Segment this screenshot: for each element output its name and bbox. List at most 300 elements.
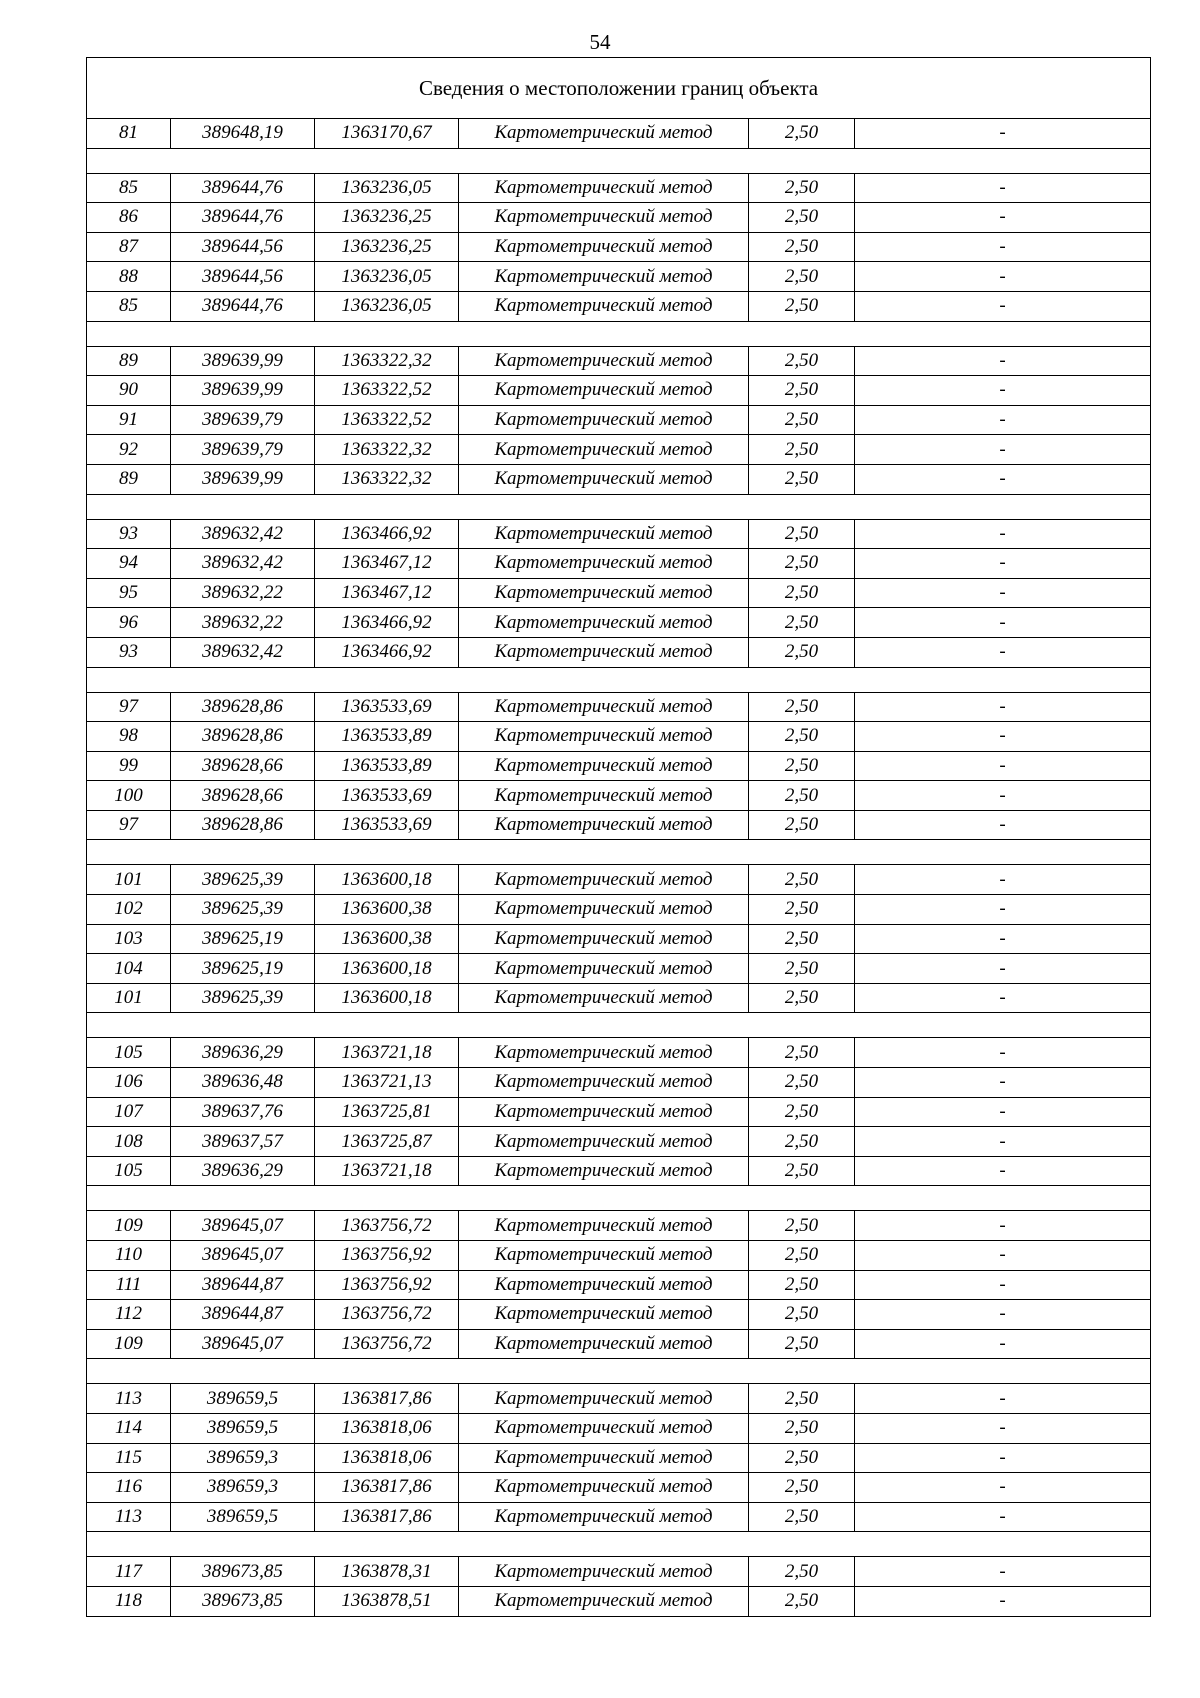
accuracy-cell: 2,50 [749, 692, 855, 722]
method-cell: Картометрический метод [459, 262, 749, 292]
accuracy-cell: 2,50 [749, 608, 855, 638]
y-coordinate-cell: 1363533,89 [315, 722, 459, 752]
description-cell: - [855, 1443, 1151, 1473]
x-coordinate-cell: 389673,85 [171, 1557, 315, 1587]
x-coordinate-cell: 389636,29 [171, 1156, 315, 1186]
method-cell: Картометрический метод [459, 435, 749, 465]
y-coordinate-cell: 1363818,06 [315, 1413, 459, 1443]
accuracy-cell: 2,50 [749, 435, 855, 465]
point-number-cell: 108 [87, 1127, 171, 1157]
accuracy-cell: 2,50 [749, 1300, 855, 1330]
table-row [87, 519, 1151, 549]
point-number-cell: 101 [87, 865, 171, 895]
x-coordinate-cell: 389632,22 [171, 578, 315, 608]
point-number-cell: 93 [87, 637, 171, 667]
accuracy-cell: 2,50 [749, 1586, 855, 1616]
x-coordinate-cell: 389628,66 [171, 781, 315, 811]
method-cell: Картометрический метод [459, 1557, 749, 1587]
y-coordinate-cell: 1363756,72 [315, 1211, 459, 1241]
point-number-cell: 92 [87, 435, 171, 465]
accuracy-cell: 2,50 [749, 1270, 855, 1300]
table-row [87, 1329, 1151, 1359]
description-cell: - [855, 1413, 1151, 1443]
contour-separator-row [87, 840, 1151, 865]
table-row [87, 435, 1151, 465]
y-coordinate-cell: 1363725,87 [315, 1127, 459, 1157]
table-row [87, 1241, 1151, 1271]
x-coordinate-cell: 389628,86 [171, 722, 315, 752]
accuracy-cell: 2,50 [749, 781, 855, 811]
boundary-coordinates-table [86, 57, 1151, 1617]
accuracy-cell: 2,50 [749, 291, 855, 321]
y-coordinate-cell: 1363725,81 [315, 1097, 459, 1127]
x-coordinate-cell: 389639,99 [171, 376, 315, 406]
table-row [87, 232, 1151, 262]
accuracy-cell: 2,50 [749, 1502, 855, 1532]
point-number-cell: 85 [87, 291, 171, 321]
description-cell: - [855, 1329, 1151, 1359]
description-cell: - [855, 983, 1151, 1013]
y-coordinate-cell: 1363322,52 [315, 405, 459, 435]
method-cell: Картометрический метод [459, 751, 749, 781]
x-coordinate-cell: 389659,3 [171, 1443, 315, 1473]
description-cell: - [855, 1038, 1151, 1068]
x-coordinate-cell: 389636,48 [171, 1068, 315, 1098]
description-cell: - [855, 637, 1151, 667]
y-coordinate-cell: 1363236,05 [315, 291, 459, 321]
point-number-cell: 99 [87, 751, 171, 781]
accuracy-cell: 2,50 [749, 1068, 855, 1098]
point-number-cell: 98 [87, 722, 171, 752]
table-row [87, 1473, 1151, 1503]
method-cell: Картометрический метод [459, 1586, 749, 1616]
separator-cell [87, 667, 1151, 692]
description-cell: - [855, 1270, 1151, 1300]
accuracy-cell: 2,50 [749, 578, 855, 608]
method-cell: Картометрический метод [459, 291, 749, 321]
method-cell: Картометрический метод [459, 203, 749, 233]
method-cell: Картометрический метод [459, 1329, 749, 1359]
table-title: Сведения о местоположении границ объекта [87, 58, 1151, 119]
description-cell: - [855, 895, 1151, 925]
separator-cell [87, 148, 1151, 173]
description-cell: - [855, 1502, 1151, 1532]
y-coordinate-cell: 1363170,67 [315, 119, 459, 149]
method-cell: Картометрический метод [459, 464, 749, 494]
accuracy-cell: 2,50 [749, 376, 855, 406]
point-number-cell: 81 [87, 119, 171, 149]
separator-cell [87, 1186, 1151, 1211]
x-coordinate-cell: 389644,56 [171, 232, 315, 262]
table-row [87, 751, 1151, 781]
y-coordinate-cell: 1363600,18 [315, 983, 459, 1013]
method-cell: Картометрический метод [459, 1384, 749, 1414]
contour-separator-row [87, 321, 1151, 346]
method-cell: Картометрический метод [459, 1502, 749, 1532]
description-cell: - [855, 924, 1151, 954]
method-cell: Картометрический метод [459, 1443, 749, 1473]
x-coordinate-cell: 389628,66 [171, 751, 315, 781]
y-coordinate-cell: 1363818,06 [315, 1443, 459, 1473]
point-number-cell: 88 [87, 262, 171, 292]
accuracy-cell: 2,50 [749, 924, 855, 954]
point-number-cell: 86 [87, 203, 171, 233]
method-cell: Картометрический метод [459, 1473, 749, 1503]
x-coordinate-cell: 389625,39 [171, 865, 315, 895]
table-row [87, 173, 1151, 203]
table-title-row [87, 58, 1151, 119]
accuracy-cell: 2,50 [749, 1413, 855, 1443]
y-coordinate-cell: 1363600,38 [315, 895, 459, 925]
y-coordinate-cell: 1363533,69 [315, 810, 459, 840]
description-cell: - [855, 1211, 1151, 1241]
table-row [87, 1068, 1151, 1098]
table-row [87, 1038, 1151, 1068]
method-cell: Картометрический метод [459, 232, 749, 262]
accuracy-cell: 2,50 [749, 810, 855, 840]
table-row [87, 405, 1151, 435]
contour-separator-row [87, 148, 1151, 173]
description-cell: - [855, 203, 1151, 233]
table-row [87, 895, 1151, 925]
y-coordinate-cell: 1363600,18 [315, 865, 459, 895]
x-coordinate-cell: 389644,87 [171, 1270, 315, 1300]
accuracy-cell: 2,50 [749, 203, 855, 233]
x-coordinate-cell: 389632,42 [171, 549, 315, 579]
y-coordinate-cell: 1363878,51 [315, 1586, 459, 1616]
x-coordinate-cell: 389659,5 [171, 1502, 315, 1532]
table-row [87, 1557, 1151, 1587]
table-row [87, 865, 1151, 895]
description-cell: - [855, 1473, 1151, 1503]
method-cell: Картометрический метод [459, 376, 749, 406]
method-cell: Картометрический метод [459, 637, 749, 667]
description-cell: - [855, 464, 1151, 494]
point-number-cell: 113 [87, 1384, 171, 1414]
method-cell: Картометрический метод [459, 865, 749, 895]
point-number-cell: 106 [87, 1068, 171, 1098]
description-cell: - [855, 119, 1151, 149]
description-cell: - [855, 435, 1151, 465]
table-row [87, 203, 1151, 233]
x-coordinate-cell: 389636,29 [171, 1038, 315, 1068]
method-cell: Картометрический метод [459, 405, 749, 435]
method-cell: Картометрический метод [459, 895, 749, 925]
table-row [87, 262, 1151, 292]
description-cell: - [855, 810, 1151, 840]
table-row [87, 810, 1151, 840]
y-coordinate-cell: 1363467,12 [315, 549, 459, 579]
accuracy-cell: 2,50 [749, 751, 855, 781]
y-coordinate-cell: 1363533,89 [315, 751, 459, 781]
method-cell: Картометрический метод [459, 1156, 749, 1186]
x-coordinate-cell: 389644,76 [171, 203, 315, 233]
accuracy-cell: 2,50 [749, 954, 855, 984]
description-cell: - [855, 1384, 1151, 1414]
table-row [87, 1211, 1151, 1241]
method-cell: Картометрический метод [459, 549, 749, 579]
accuracy-cell: 2,50 [749, 1384, 855, 1414]
y-coordinate-cell: 1363236,25 [315, 232, 459, 262]
accuracy-cell: 2,50 [749, 1097, 855, 1127]
page-number: 54 [589, 30, 611, 54]
x-coordinate-cell: 389625,39 [171, 983, 315, 1013]
method-cell: Картометрический метод [459, 722, 749, 752]
accuracy-cell: 2,50 [749, 895, 855, 925]
y-coordinate-cell: 1363878,31 [315, 1557, 459, 1587]
method-cell: Картометрический метод [459, 1270, 749, 1300]
description-cell: - [855, 722, 1151, 752]
contour-separator-row [87, 667, 1151, 692]
point-number-cell: 107 [87, 1097, 171, 1127]
point-number-cell: 103 [87, 924, 171, 954]
accuracy-cell: 2,50 [749, 1211, 855, 1241]
x-coordinate-cell: 389659,5 [171, 1384, 315, 1414]
table-row [87, 1097, 1151, 1127]
point-number-cell: 111 [87, 1270, 171, 1300]
description-cell: - [855, 346, 1151, 376]
y-coordinate-cell: 1363533,69 [315, 692, 459, 722]
point-number-cell: 116 [87, 1473, 171, 1503]
method-cell: Картометрический метод [459, 1413, 749, 1443]
description-cell: - [855, 692, 1151, 722]
x-coordinate-cell: 389637,57 [171, 1127, 315, 1157]
description-cell: - [855, 173, 1151, 203]
method-cell: Картометрический метод [459, 519, 749, 549]
table-body [87, 58, 1151, 1617]
point-number-cell: 87 [87, 232, 171, 262]
y-coordinate-cell: 1363721,18 [315, 1156, 459, 1186]
x-coordinate-cell: 389659,3 [171, 1473, 315, 1503]
x-coordinate-cell: 389632,42 [171, 519, 315, 549]
method-cell: Картометрический метод [459, 1300, 749, 1330]
method-cell: Картометрический метод [459, 1211, 749, 1241]
separator-cell [87, 840, 1151, 865]
description-cell: - [855, 865, 1151, 895]
contour-separator-row [87, 494, 1151, 519]
method-cell: Картометрический метод [459, 781, 749, 811]
x-coordinate-cell: 389637,76 [171, 1097, 315, 1127]
point-number-cell: 117 [87, 1557, 171, 1587]
x-coordinate-cell: 389628,86 [171, 810, 315, 840]
y-coordinate-cell: 1363236,05 [315, 262, 459, 292]
table-row [87, 291, 1151, 321]
y-coordinate-cell: 1363466,92 [315, 608, 459, 638]
method-cell: Картометрический метод [459, 810, 749, 840]
table-row [87, 781, 1151, 811]
point-number-cell: 89 [87, 464, 171, 494]
point-number-cell: 113 [87, 1502, 171, 1532]
y-coordinate-cell: 1363533,69 [315, 781, 459, 811]
separator-cell [87, 321, 1151, 346]
y-coordinate-cell: 1363467,12 [315, 578, 459, 608]
y-coordinate-cell: 1363756,92 [315, 1241, 459, 1271]
point-number-cell: 105 [87, 1038, 171, 1068]
x-coordinate-cell: 389645,07 [171, 1329, 315, 1359]
description-cell: - [855, 954, 1151, 984]
separator-cell [87, 1532, 1151, 1557]
method-cell: Картометрический метод [459, 173, 749, 203]
accuracy-cell: 2,50 [749, 983, 855, 1013]
description-cell: - [855, 781, 1151, 811]
x-coordinate-cell: 389659,5 [171, 1413, 315, 1443]
accuracy-cell: 2,50 [749, 1127, 855, 1157]
description-cell: - [855, 578, 1151, 608]
table-row [87, 1586, 1151, 1616]
description-cell: - [855, 1156, 1151, 1186]
method-cell: Картометрический метод [459, 924, 749, 954]
table-row [87, 464, 1151, 494]
table-row [87, 954, 1151, 984]
description-cell: - [855, 1068, 1151, 1098]
x-coordinate-cell: 389645,07 [171, 1211, 315, 1241]
method-cell: Картометрический метод [459, 1038, 749, 1068]
accuracy-cell: 2,50 [749, 1473, 855, 1503]
y-coordinate-cell: 1363322,32 [315, 346, 459, 376]
contour-separator-row [87, 1013, 1151, 1038]
table-row [87, 1443, 1151, 1473]
table-row [87, 1156, 1151, 1186]
y-coordinate-cell: 1363322,32 [315, 435, 459, 465]
y-coordinate-cell: 1363756,72 [315, 1329, 459, 1359]
x-coordinate-cell: 389644,56 [171, 262, 315, 292]
x-coordinate-cell: 389645,07 [171, 1241, 315, 1271]
table-row [87, 1270, 1151, 1300]
accuracy-cell: 2,50 [749, 119, 855, 149]
description-cell: - [855, 376, 1151, 406]
accuracy-cell: 2,50 [749, 173, 855, 203]
point-number-cell: 100 [87, 781, 171, 811]
point-number-cell: 112 [87, 1300, 171, 1330]
point-number-cell: 95 [87, 578, 171, 608]
y-coordinate-cell: 1363721,13 [315, 1068, 459, 1098]
method-cell: Картометрический метод [459, 1068, 749, 1098]
point-number-cell: 94 [87, 549, 171, 579]
point-number-cell: 101 [87, 983, 171, 1013]
accuracy-cell: 2,50 [749, 464, 855, 494]
accuracy-cell: 2,50 [749, 865, 855, 895]
point-number-cell: 114 [87, 1413, 171, 1443]
point-number-cell: 109 [87, 1211, 171, 1241]
method-cell: Картометрический метод [459, 608, 749, 638]
table-row [87, 692, 1151, 722]
table-row [87, 1300, 1151, 1330]
y-coordinate-cell: 1363236,25 [315, 203, 459, 233]
description-cell: - [855, 519, 1151, 549]
accuracy-cell: 2,50 [749, 1038, 855, 1068]
point-number-cell: 97 [87, 810, 171, 840]
description-cell: - [855, 1127, 1151, 1157]
method-cell: Картометрический метод [459, 119, 749, 149]
description-cell: - [855, 549, 1151, 579]
point-number-cell: 109 [87, 1329, 171, 1359]
x-coordinate-cell: 389639,79 [171, 405, 315, 435]
table-row [87, 1127, 1151, 1157]
method-cell: Картометрический метод [459, 578, 749, 608]
method-cell: Картометрический метод [459, 346, 749, 376]
y-coordinate-cell: 1363600,18 [315, 954, 459, 984]
table-row [87, 637, 1151, 667]
table-row [87, 376, 1151, 406]
accuracy-cell: 2,50 [749, 232, 855, 262]
description-cell: - [855, 405, 1151, 435]
point-number-cell: 97 [87, 692, 171, 722]
point-number-cell: 85 [87, 173, 171, 203]
accuracy-cell: 2,50 [749, 1557, 855, 1587]
x-coordinate-cell: 389639,79 [171, 435, 315, 465]
point-number-cell: 110 [87, 1241, 171, 1271]
method-cell: Картометрический метод [459, 1241, 749, 1271]
description-cell: - [855, 232, 1151, 262]
accuracy-cell: 2,50 [749, 722, 855, 752]
accuracy-cell: 2,50 [749, 1329, 855, 1359]
y-coordinate-cell: 1363322,32 [315, 464, 459, 494]
description-cell: - [855, 751, 1151, 781]
accuracy-cell: 2,50 [749, 262, 855, 292]
accuracy-cell: 2,50 [749, 1241, 855, 1271]
description-cell: - [855, 1557, 1151, 1587]
y-coordinate-cell: 1363466,92 [315, 637, 459, 667]
table-row [87, 983, 1151, 1013]
separator-cell [87, 1359, 1151, 1384]
point-number-cell: 102 [87, 895, 171, 925]
description-cell: - [855, 608, 1151, 638]
y-coordinate-cell: 1363322,52 [315, 376, 459, 406]
y-coordinate-cell: 1363756,92 [315, 1270, 459, 1300]
table-row [87, 608, 1151, 638]
point-number-cell: 91 [87, 405, 171, 435]
description-cell: - [855, 1097, 1151, 1127]
contour-separator-row [87, 1359, 1151, 1384]
description-cell: - [855, 291, 1151, 321]
x-coordinate-cell: 389639,99 [171, 346, 315, 376]
accuracy-cell: 2,50 [749, 637, 855, 667]
contour-separator-row [87, 1532, 1151, 1557]
table-row [87, 578, 1151, 608]
method-cell: Картометрический метод [459, 692, 749, 722]
point-number-cell: 118 [87, 1586, 171, 1616]
point-number-cell: 105 [87, 1156, 171, 1186]
table-row [87, 924, 1151, 954]
x-coordinate-cell: 389644,87 [171, 1300, 315, 1330]
point-number-cell: 90 [87, 376, 171, 406]
method-cell: Картометрический метод [459, 1097, 749, 1127]
x-coordinate-cell: 389639,99 [171, 464, 315, 494]
y-coordinate-cell: 1363466,92 [315, 519, 459, 549]
point-number-cell: 104 [87, 954, 171, 984]
point-number-cell: 115 [87, 1443, 171, 1473]
method-cell: Картометрический метод [459, 954, 749, 984]
method-cell: Картометрический метод [459, 983, 749, 1013]
table-row [87, 722, 1151, 752]
x-coordinate-cell: 389628,86 [171, 692, 315, 722]
point-number-cell: 89 [87, 346, 171, 376]
table-row [87, 1413, 1151, 1443]
x-coordinate-cell: 389648,19 [171, 119, 315, 149]
x-coordinate-cell: 389625,19 [171, 924, 315, 954]
accuracy-cell: 2,50 [749, 346, 855, 376]
table-row [87, 1384, 1151, 1414]
point-number-cell: 93 [87, 519, 171, 549]
separator-cell [87, 1013, 1151, 1038]
table-row [87, 346, 1151, 376]
table-row [87, 119, 1151, 149]
table-row [87, 1502, 1151, 1532]
description-cell: - [855, 1586, 1151, 1616]
y-coordinate-cell: 1363721,18 [315, 1038, 459, 1068]
table-row [87, 549, 1151, 579]
y-coordinate-cell: 1363817,86 [315, 1473, 459, 1503]
